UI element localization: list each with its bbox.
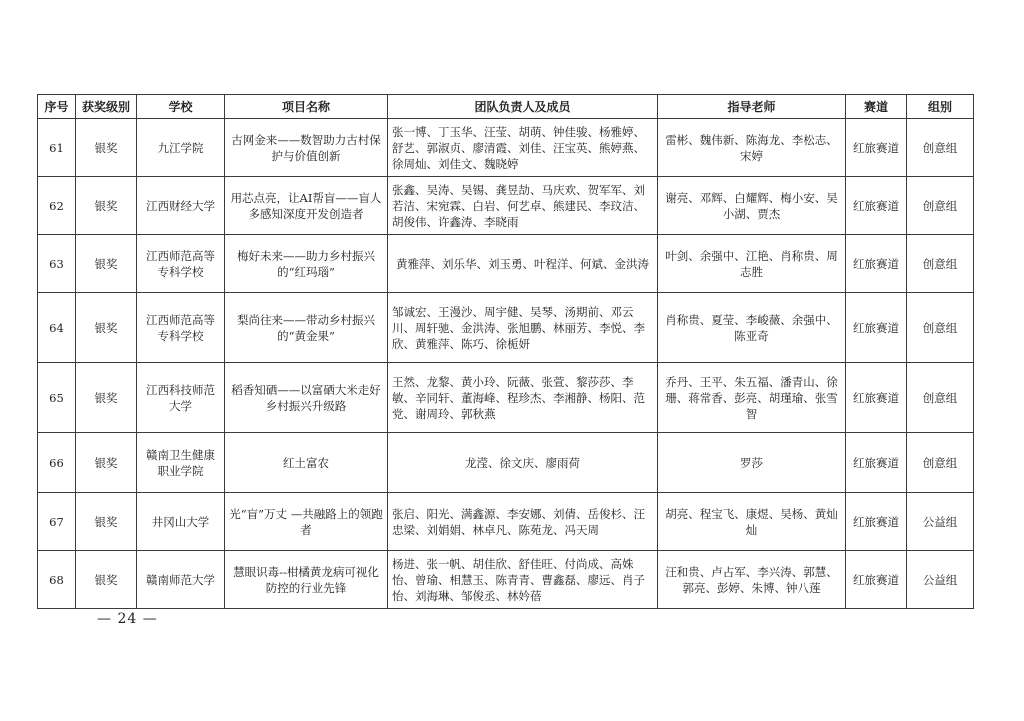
cell-award-level: 银奖 — [76, 235, 137, 293]
cell-award-level: 银奖 — [76, 493, 137, 551]
cell-project-name: 慧眼识毒--柑橘黄龙病可视化防控的行业先锋 — [225, 551, 388, 609]
cell-award-level: 银奖 — [76, 363, 137, 433]
table-row — [38, 493, 974, 551]
cell-group: 公益组 — [907, 551, 974, 609]
cell-group: 创意组 — [907, 293, 974, 363]
cell-team: 王然、龙黎、黄小玲、阮薇、张萱、黎莎莎、李敏、辛同轩、董海峰、程珍杰、李湘静、杨阳、范党、谢周玲、郭秋燕 — [388, 363, 658, 433]
cell-project-name: 稻香知硒——以富硒大米走好乡村振兴升级路 — [225, 363, 388, 433]
cell-school: 江西师范高等专科学校 — [137, 235, 225, 293]
header-team: 团队负责人及成员 — [388, 95, 658, 119]
cell-seq: 64 — [38, 293, 76, 363]
cell-project-name: 光“盲”万丈 —共融路上的领跑者 — [225, 493, 388, 551]
cell-school: 江西科技师范大学 — [137, 363, 225, 433]
cell-track: 红旅赛道 — [846, 119, 907, 177]
cell-track: 红旅赛道 — [846, 493, 907, 551]
cell-group: 公益组 — [907, 493, 974, 551]
cell-advisors: 胡亮、程宝飞、康煜、吴杨、黄灿灿 — [658, 493, 846, 551]
cell-advisors: 肖称贵、夏莹、李峻薇、余强中、陈亚奇 — [658, 293, 846, 363]
cell-group: 创意组 — [907, 363, 974, 433]
award-table-container — [37, 94, 973, 609]
cell-advisors: 雷彬、魏伟新、陈海龙、李松志、宋婷 — [658, 119, 846, 177]
award-table — [37, 94, 974, 609]
cell-award-level: 银奖 — [76, 551, 137, 609]
cell-award-level: 银奖 — [76, 293, 137, 363]
cell-school: 井冈山大学 — [137, 493, 225, 551]
table-row — [38, 235, 974, 293]
cell-project-name: 红土富农 — [225, 433, 388, 493]
cell-advisors: 叶剑、余强中、江艳、肖称贵、周志胜 — [658, 235, 846, 293]
cell-seq: 62 — [38, 177, 76, 235]
table-row — [38, 177, 974, 235]
cell-award-level: 银奖 — [76, 119, 137, 177]
header-award-level: 获奖级别 — [76, 95, 137, 119]
cell-award-level: 银奖 — [76, 177, 137, 235]
cell-seq: 63 — [38, 235, 76, 293]
header-group: 组别 — [907, 95, 974, 119]
table-row — [38, 433, 974, 493]
cell-advisors: 汪和贵、卢占军、李兴涛、郭慧、郭亮、彭婷、朱博、钟八莲 — [658, 551, 846, 609]
table-header-row — [38, 95, 974, 119]
cell-advisors: 乔丹、王平、朱五福、潘青山、徐珊、蒋常香、彭亮、胡瑾瑜、张雪智 — [658, 363, 846, 433]
cell-track: 红旅赛道 — [846, 551, 907, 609]
header-advisors: 指导老师 — [658, 95, 846, 119]
cell-team: 龙滢、徐文庆、廖雨荷 — [388, 433, 658, 493]
page-number: — 24 — — [97, 611, 158, 627]
table-row — [38, 363, 974, 433]
cell-project-name: 古网金来——数智助力古村保护与价值创新 — [225, 119, 388, 177]
cell-seq: 68 — [38, 551, 76, 609]
header-track: 赛道 — [846, 95, 907, 119]
cell-track: 红旅赛道 — [846, 177, 907, 235]
cell-track: 红旅赛道 — [846, 293, 907, 363]
cell-advisors: 谢亮、邓辉、白耀辉、梅小安、吴小湖、贾杰 — [658, 177, 846, 235]
cell-group: 创意组 — [907, 119, 974, 177]
cell-team: 张鑫、吴涛、吴锡、龚昱劼、马庆欢、贺军军、刘若洁、宋宛霖、白岩、何艺卓、熊建民、李玟洁、胡俊伟、许鑫涛、李晓雨 — [388, 177, 658, 235]
cell-team: 黄雅萍、刘乐华、刘玉勇、叶程洋、何斌、金洪涛 — [388, 235, 658, 293]
cell-team: 杨进、张一帆、胡佳欣、舒佳旺、付尚成、高姝怡、曾瑜、相慧玉、陈青青、曹鑫磊、廖远、肖子怡、刘海琳、邹俊丞、林妗蓓 — [388, 551, 658, 609]
table-row — [38, 293, 974, 363]
cell-team: 张一博、丁玉华、汪莹、胡萌、钟佳骏、杨雅婷、舒艺、郭淑贞、廖清霞、刘佳、汪宝英、熊婷燕、徐周灿、刘佳文、魏晓婷 — [388, 119, 658, 177]
cell-school: 江西财经大学 — [137, 177, 225, 235]
cell-track: 红旅赛道 — [846, 433, 907, 493]
cell-seq: 65 — [38, 363, 76, 433]
cell-advisors: 罗莎 — [658, 433, 846, 493]
cell-school: 赣南师范大学 — [137, 551, 225, 609]
header-seq: 序号 — [38, 95, 76, 119]
header-school: 学校 — [137, 95, 225, 119]
table-row — [38, 119, 974, 177]
cell-seq: 66 — [38, 433, 76, 493]
cell-award-level: 银奖 — [76, 433, 137, 493]
cell-seq: 67 — [38, 493, 76, 551]
cell-group: 创意组 — [907, 235, 974, 293]
table-row — [38, 551, 974, 609]
cell-seq: 61 — [38, 119, 76, 177]
cell-track: 红旅赛道 — [846, 235, 907, 293]
header-project-name: 项目名称 — [225, 95, 388, 119]
cell-team: 邹诚宏、王漫沙、周宇健、吴琴、汤期前、邓云川、周轩驰、金洪涛、张旭鹏、林丽芳、李悦、李欣、黄雅萍、陈巧、徐栀妍 — [388, 293, 658, 363]
cell-school: 赣南卫生健康职业学院 — [137, 433, 225, 493]
cell-project-name: 梅好未来——助力乡村振兴的“红玛瑙” — [225, 235, 388, 293]
cell-track: 红旅赛道 — [846, 363, 907, 433]
cell-project-name: 用芯点亮，让AI帮盲——盲人多感知深度开发创造者 — [225, 177, 388, 235]
cell-group: 创意组 — [907, 177, 974, 235]
cell-group: 创意组 — [907, 433, 974, 493]
cell-school: 江西师范高等专科学校 — [137, 293, 225, 363]
cell-team: 张启、阳光、满鑫源、李安娜、刘倩、岳俊杉、汪忠梁、刘娟娟、林卓凡、陈苑龙、冯天周 — [388, 493, 658, 551]
cell-school: 九江学院 — [137, 119, 225, 177]
cell-project-name: 梨尚往来——带动乡村振兴的“黄金果” — [225, 293, 388, 363]
